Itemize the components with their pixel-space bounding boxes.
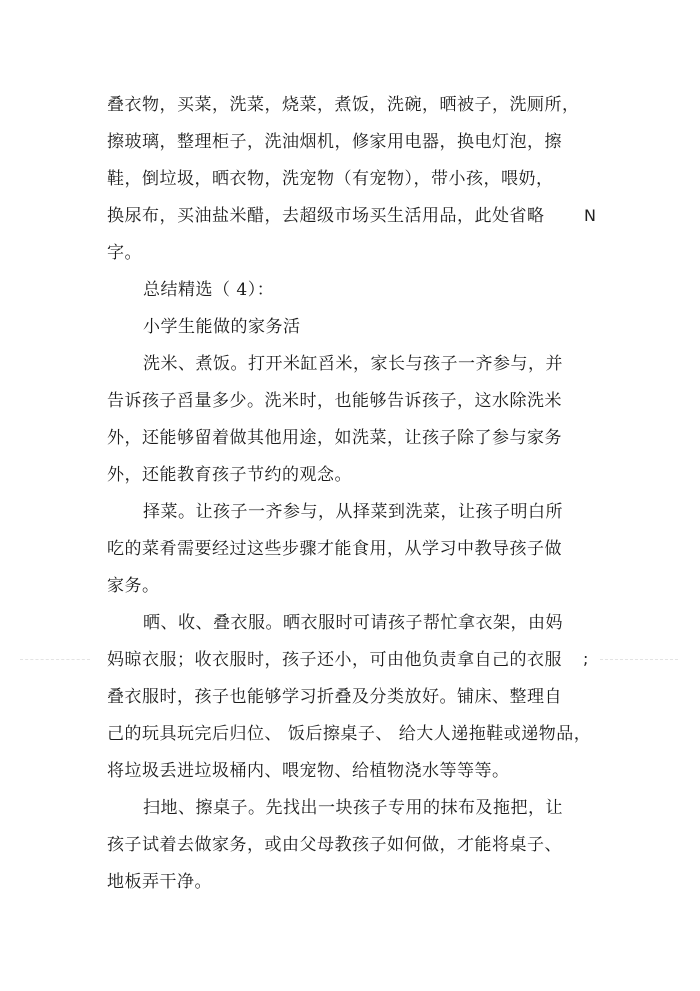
paragraph-line: 外，还能够留着做其他用途，如洗菜，让孩子除了参与家务 xyxy=(107,428,562,448)
section-subtitle: 小学生能做的家务活 xyxy=(143,317,301,337)
paragraph-line: 家务。 xyxy=(107,576,160,596)
paragraph-line: 告诉孩子舀量多少。洗米时，也能够告诉孩子，这水除洗米 xyxy=(107,391,562,411)
paragraph-line: 叠衣服时，孩子也能够学习折叠及分类放好。铺床、整理自 xyxy=(107,687,562,707)
paragraph-line: 择菜。让孩子一齐参与，从择菜到洗菜，让孩子明白所 xyxy=(143,502,563,522)
paragraph-line: 将垃圾丢进垃圾桶内、喂宠物、给植物浇水等等等。 xyxy=(107,761,510,781)
paragraph-line: 洗米、煮饭。打开米缸舀米，家长与孩子一齐参与，并 xyxy=(143,354,563,374)
paragraph-line: 妈晾衣服；收衣服时，孩子还小，可由他负责拿自己的衣服 xyxy=(107,650,562,670)
paragraph-line: 晒、收、叠衣服。晒衣服时可请孩子帮忙拿衣架，由妈 xyxy=(143,613,563,633)
paragraph-line: 扫地、擦桌子。先找出一块孩子专用的抹布及拖把，让 xyxy=(143,798,563,818)
paragraph-line: 擦玻璃，整理柜子，洗油烟机，修家用电器，换电灯泡，擦 xyxy=(107,132,562,152)
paragraph-line: 地板弄干净。 xyxy=(107,872,212,892)
paragraph-line: 叠衣物，买菜，洗菜，烧菜，煮饭，洗碗，晒被子，洗厕所， xyxy=(107,95,580,115)
paragraph-line: 字。 xyxy=(107,243,142,263)
paragraph-line: 换尿布，买油盐米醋，去超级市场买生活用品，此处省略 xyxy=(107,206,545,226)
section-heading: 总结精选（ 4）： xyxy=(143,280,275,300)
paragraph-line: 鞋，倒垃圾，晒衣物，洗宠物（有宠物），带小孩，喂奶， xyxy=(107,169,554,189)
paragraph-line: 己的玩具玩完后归位、 饭后擦桌子、 给大人递拖鞋或递物品， xyxy=(107,724,592,744)
paragraph-line: 外，还能教育孩子节约的观念。 xyxy=(107,465,352,485)
faint-divider-right xyxy=(600,659,678,660)
margin-mark-semicolon: ; xyxy=(583,649,589,668)
paragraph-line: 吃的菜肴需要经过这些步骤才能食用，从学习中教导孩子做 xyxy=(107,539,562,559)
faint-divider-left xyxy=(20,659,90,660)
paragraph-line: 孩子试着去做家务，或由父母教孩子如何做，才能将桌子、 xyxy=(107,835,562,855)
margin-mark-n: N xyxy=(584,206,596,225)
